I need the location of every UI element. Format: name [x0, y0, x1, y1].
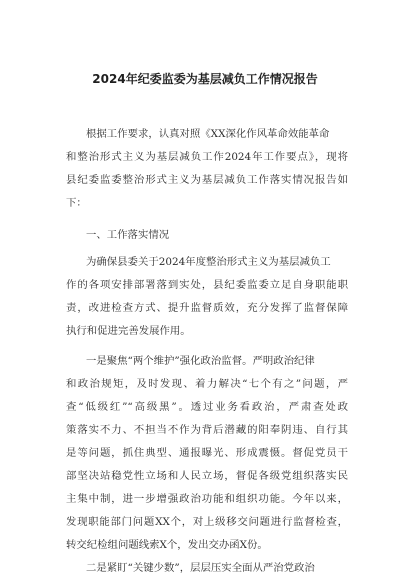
paragraph-line: 和政治规矩，及时发现、着力解决“七个有之”问题，严 [66, 378, 348, 390]
paragraph-line: 是等问题，抓住典型、通报曝光、形成震慑。督促党员干 [66, 447, 348, 459]
paragraph-line: 责，改进检查方式、提升监督质效，充分发挥了监督保障 [66, 302, 348, 314]
paragraph-line: 查“低级红”“高级黑”。透过业务看政治，严肃查处政 [66, 401, 348, 413]
paragraph-line: 作的各项安排部署落到实处，县纪委监委立足自身职能职 [66, 279, 348, 291]
paragraph-line: 为确保县委关于2024年度整治形式主义为基层减负工 [86, 256, 331, 268]
paragraph-line: 下： [66, 197, 87, 209]
paragraph-line: 二是紧盯“关键少数”，层层压实全面从严治党政治 [86, 562, 315, 574]
document-title: 2024年纪委监委为基层减负工作情况报告 [92, 72, 318, 86]
paragraph-line: 策落实不力、不担当不作为背后潜藏的阳奉阴违、自行其 [66, 424, 348, 436]
paragraph-line: 县纪委监委整治形式主义为基层减负工作落实情况报告如 [66, 174, 348, 186]
paragraph-line: 主集中制，进一步增强政治功能和组织功能。今年以来， [66, 493, 348, 505]
paragraph-line: 发现职能部门问题XX个，对上级移交问题进行监督检查， [66, 516, 348, 528]
paragraph-line: 和整治形式主义为基层减负工作2024年工作要点》，现将 [66, 151, 348, 163]
paragraph-line: 转交纪检组问题线索X个，发出交办函X份。 [66, 539, 268, 551]
paragraph-line: 一是聚焦“两个维护”强化政治监督。严明政治纪律 [86, 355, 315, 367]
paragraph-line: 部坚决站稳党性立场和人民立场，督促各级党组织落实民 [66, 470, 348, 482]
paragraph-line: 根据工作要求，认真对照《XX深化作风革命效能革命 [86, 128, 330, 140]
section-heading: 一、工作落实情况 [86, 229, 170, 241]
paragraph-line: 执行和促进完善发展作用。 [66, 325, 191, 337]
